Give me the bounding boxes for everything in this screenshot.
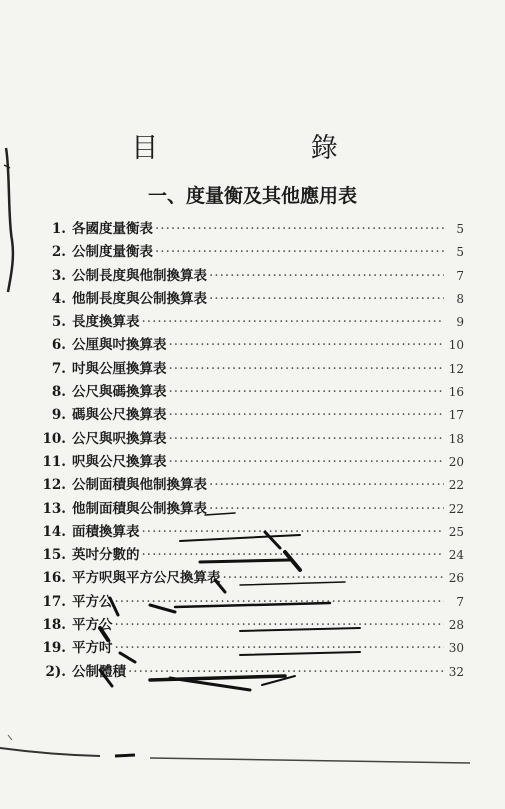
toc-entry-label: 公厘與吋換算表 [72,337,167,354]
toc-entry-page: 22 [448,478,464,493]
toc-entry-number: 4. [51,290,66,307]
toc-entry-page: 32 [448,664,464,679]
toc-entry-label: 平方呎與平方公尺換算表 [72,570,221,587]
toc-entry-label: 平方公 [72,617,113,634]
toc-entry-label: 面積換算表 [72,523,140,540]
toc-entry-number: 16. [42,570,66,587]
toc-entry-page: 30 [448,641,464,656]
toc-entry-label: 平方公 [72,593,113,610]
toc-entry-number: 15. [42,547,66,564]
toc-entry-number: 18. [42,617,66,634]
toc-entry-page: 12 [448,361,464,376]
toc-entry-page: 25 [448,524,464,539]
toc-entry-page: 5 [456,245,464,260]
toc-entry-number: 19. [42,640,66,657]
toc-entry-page: 17 [448,408,464,423]
section-heading: 一、度量衡及其他應用表 [147,185,357,207]
toc-entry-page: 28 [448,618,464,633]
toc-entry-page: 20 [448,454,464,469]
toc-entry-page: 7 [456,268,464,283]
toc-entry-number: 17. [42,593,66,610]
toc-entry-label: 平方吋 [72,640,113,657]
toc-entry-page: 5 [456,222,464,236]
toc-entry-label: 長度換算表 [72,314,140,331]
toc-entry-number: 6. [51,337,66,354]
toc-entry-number: 12. [42,477,66,494]
toc-entry-number: 7. [51,360,66,377]
toc-entry-label: 碼與公尺換算表 [72,407,167,424]
toc-entry-page: 8 [456,291,464,306]
toc-entry-number: 11. [42,453,66,470]
toc-entry-page: 22 [448,501,464,516]
toc-entry-label: 公制面積與他制換算表 [72,477,207,494]
toc-entry-number: 1. [51,221,66,237]
toc-entry-label: 公制體積 [72,663,126,680]
page-title: 目 錄 [131,133,410,164]
toc-entry-number: 5. [51,314,66,331]
toc-entry-number: 8. [51,384,66,401]
toc-entry-label: 英吋分數的 [72,547,140,564]
toc-entry-number: 13. [42,500,66,517]
toc-entry-label: 公制度量衡表 [72,244,153,261]
toc-entry-page: 24 [448,548,464,563]
toc-entry-number: 3. [51,267,66,284]
toc-entry-page: 10 [448,338,464,353]
toc-entry-label: 他制長度與公制換算表 [72,290,207,307]
toc-entry-label: 呎與公尺換算表 [72,453,167,470]
toc-entry-number: 14. [42,523,66,540]
toc-entry-number: 10. [42,430,66,447]
toc-entry-label: 公尺與碼換算表 [72,384,167,401]
toc-entry-page: 26 [448,571,464,586]
toc-entry-label: 他制面積與公制換算表 [72,500,207,517]
toc-entry-label: 公制長度與他制換算表 [72,267,207,284]
toc-entry-page: 16 [448,385,464,400]
toc-entry-number: 9. [51,407,66,424]
toc-entry-page: 18 [448,431,464,446]
toc-entry-label: 各國度量衡表 [72,221,153,237]
toc-entry-number: 2). [45,663,66,680]
toc-entry-page: 9 [456,315,464,330]
toc-entry-page: 7 [456,594,464,609]
toc-entry-label: 吋與公厘換算表 [72,360,167,377]
toc-entry-number: 2. [51,244,66,261]
toc-entry-label: 公尺與呎換算表 [72,430,167,447]
